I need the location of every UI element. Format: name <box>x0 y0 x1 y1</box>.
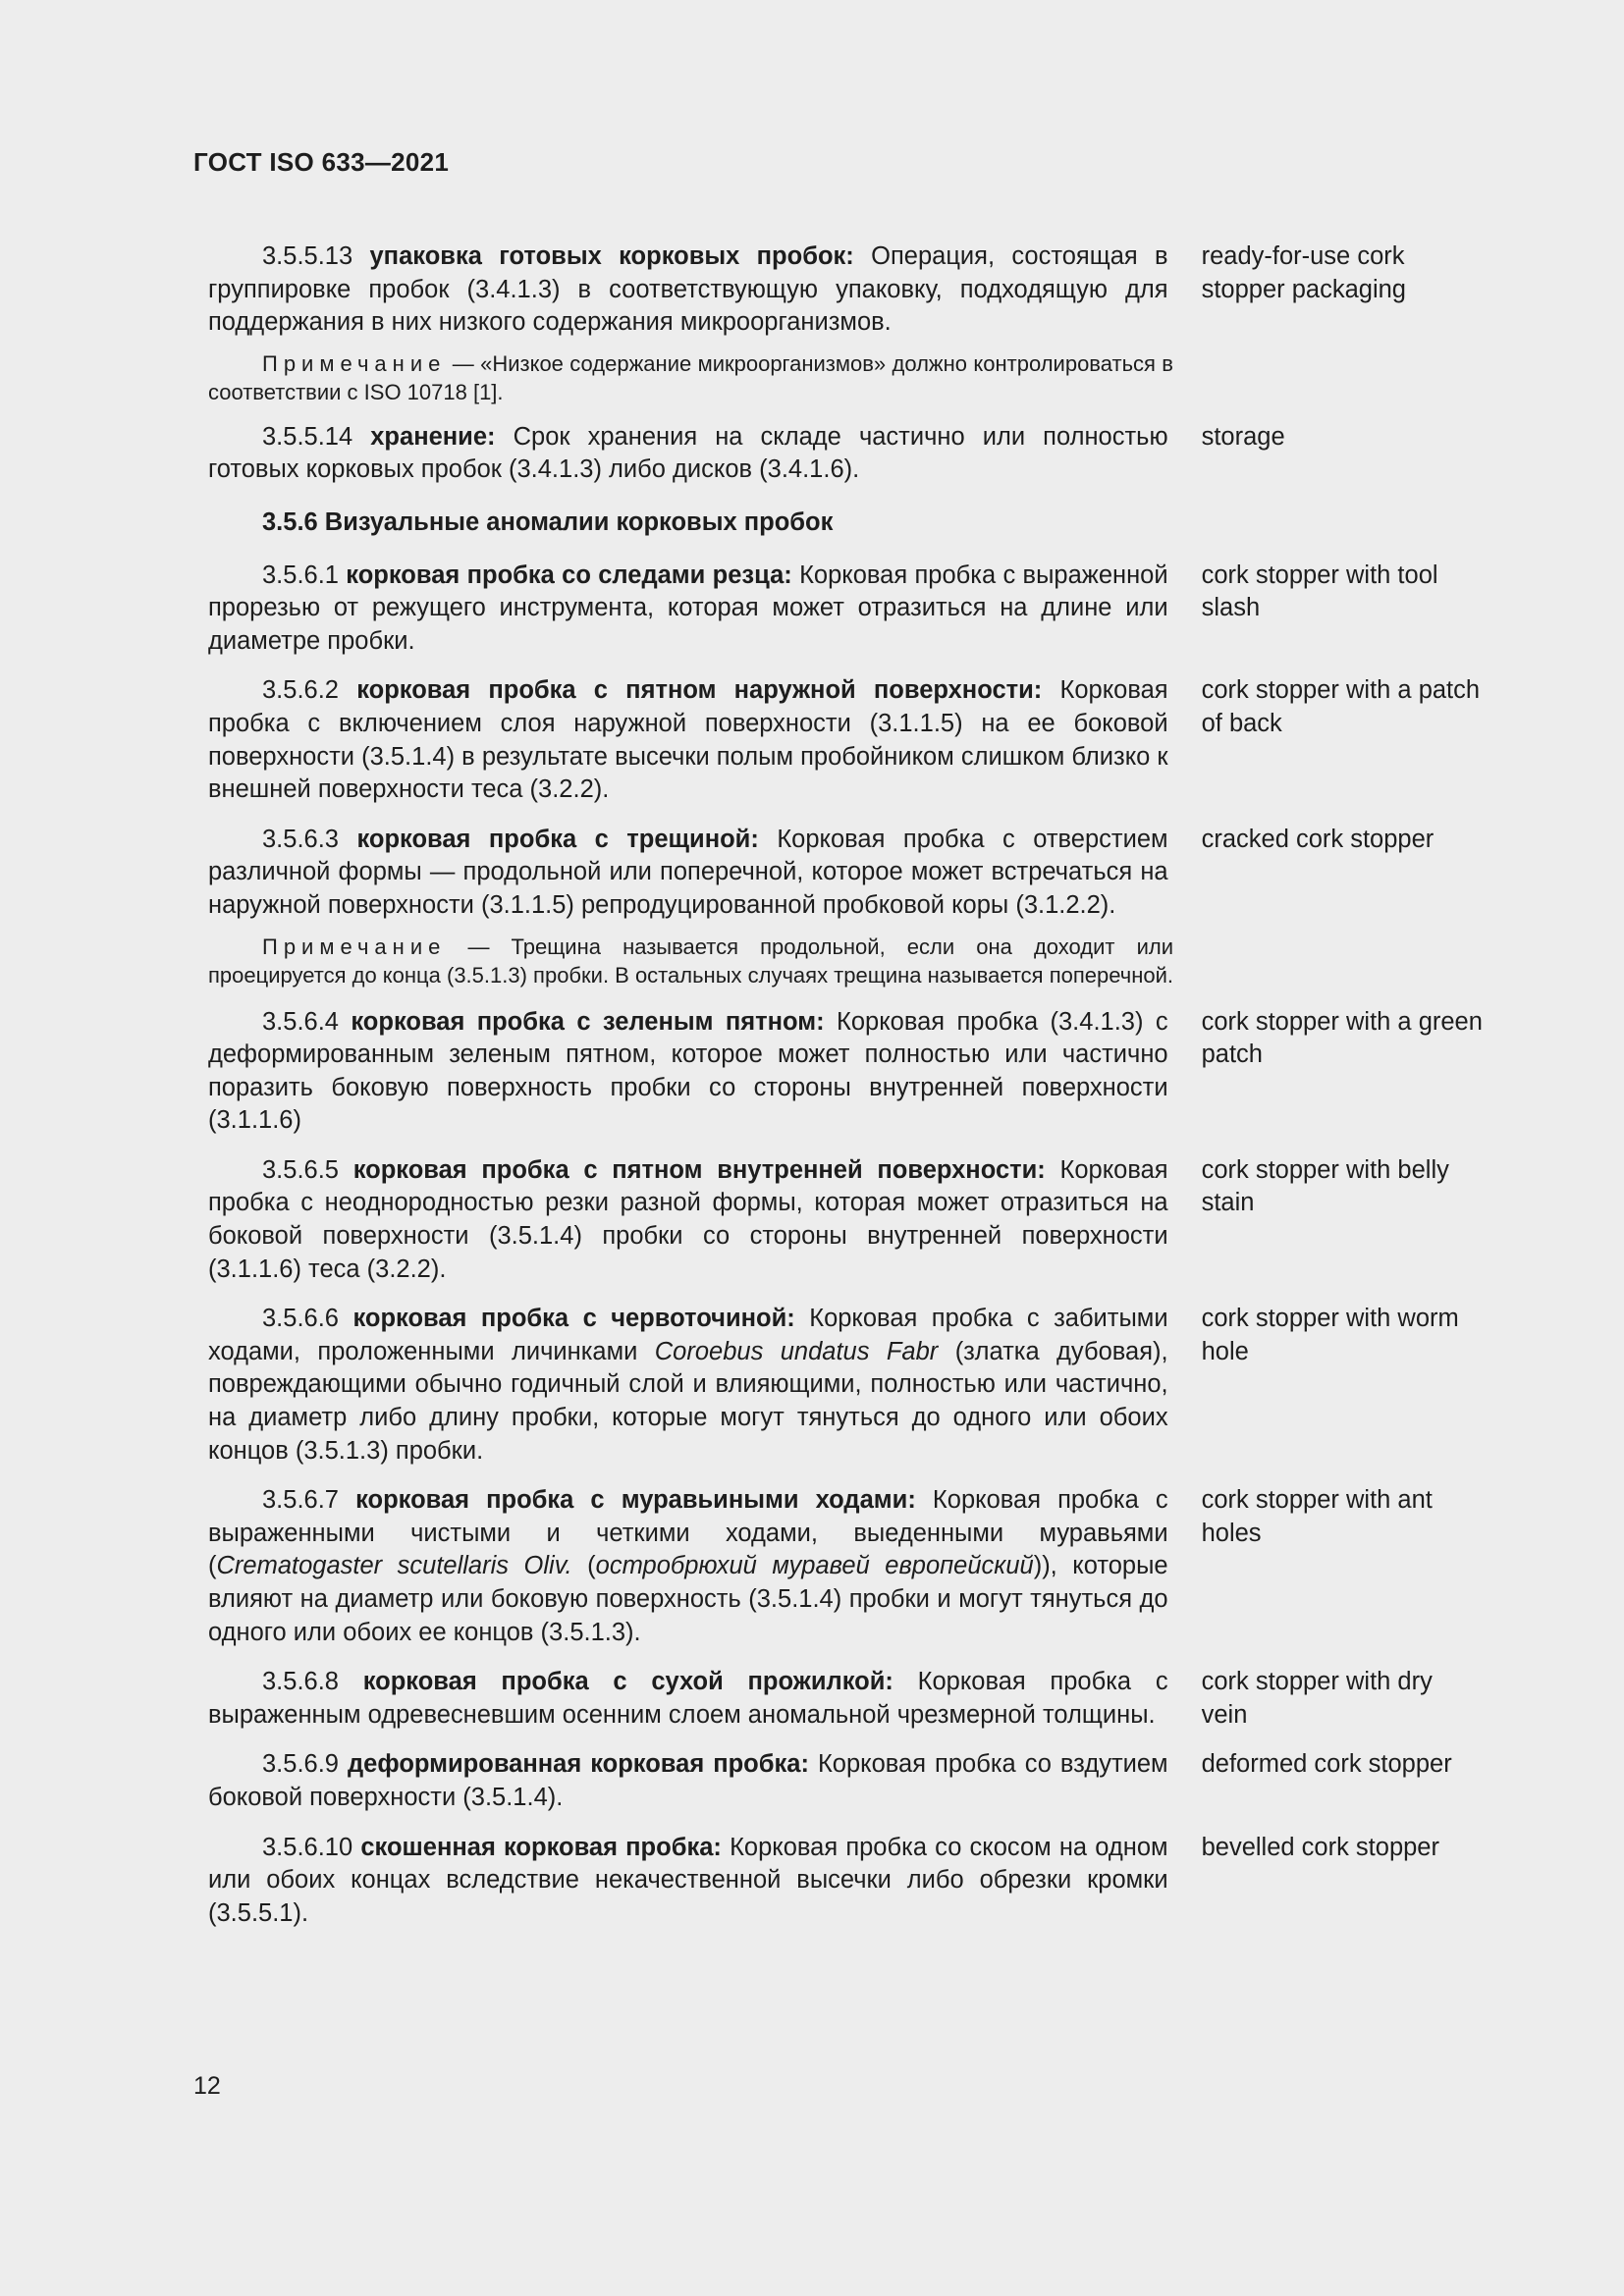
note <box>208 349 1173 407</box>
term-number: 3.5.6.10 <box>262 1833 353 1861</box>
term-number: 3.5.6.8 <box>262 1668 339 1696</box>
term-number: 3.5.6.9 <box>262 1750 339 1779</box>
note-label: Примечание <box>262 350 447 376</box>
term-body: Корковая пробка со скосом на одном или обоих концах вследствие некачественной высечки либо обрезки кромки (3.5.5.1). <box>208 1833 1168 1927</box>
term-entry <box>208 1748 1485 1814</box>
term-english: cork stopper with dry vein <box>1201 1668 1433 1729</box>
term-name: упаковка готовых корковых пробок: <box>369 242 854 270</box>
term-definition <box>208 1832 1168 1931</box>
term-name: корковая пробка с зеленым пятном: <box>351 1007 825 1036</box>
term-body: Корковая пробка с выраженными чистыми и четкими ходами, выеденными муравьями ( <box>208 1486 1168 1580</box>
term-entry <box>208 560 1485 659</box>
term-entry <box>208 240 1485 340</box>
document-body <box>208 240 1485 1930</box>
term-definition <box>208 1006 1168 1138</box>
term-definition <box>208 1154 1168 1286</box>
term-definition <box>208 824 1168 923</box>
term-body: Корковая пробка с включением слоя наружной поверхности (3.1.1.5) на ее боковой поверхности (3.5.1.4) в результате высечки полым пробойником слишком близко к внешней поверхности теса (3.2.2). <box>208 676 1168 804</box>
term-definition <box>208 1303 1168 1468</box>
term-name: корковая пробка с муравьиными ходами: <box>355 1486 916 1515</box>
term-name: хранение: <box>370 422 496 451</box>
term-name: корковая пробка с пятном наружной поверхности: <box>356 676 1043 705</box>
term-number: 3.5.6.5 <box>262 1155 339 1184</box>
term-number: 3.5.6.3 <box>262 825 339 853</box>
term-definition <box>208 421 1168 487</box>
term-body: Корковая пробка с выраженной прорезью от режущего инструмента, которая может отразиться на длине или диаметре пробки. <box>208 561 1168 655</box>
term-number: 3.5.6.6 <box>262 1305 339 1333</box>
note <box>208 933 1173 990</box>
term-entry <box>208 1484 1485 1649</box>
term-definition <box>208 1748 1168 1814</box>
term-definition <box>208 240 1168 340</box>
term-entry <box>208 421 1485 487</box>
term-english: cracked cork stopper <box>1201 825 1435 853</box>
term-english: deformed cork stopper <box>1201 1750 1452 1779</box>
term-body: Корковая пробка со вздутием боковой поверхности (3.5.1.4). <box>208 1750 1168 1811</box>
document-header: ГОСТ ISO 633—2021 <box>193 147 450 177</box>
term-body: )), которые влияют на диаметр или боковую поверхность (3.5.1.4) пробки и могут тянуться до одного или обоих ее концов (3.5.1.3). <box>208 1552 1168 1646</box>
note-label: Примечание <box>262 934 447 959</box>
term-english: cork stopper with worm hole <box>1201 1305 1459 1365</box>
term-body: Срок хранения на складе частично или полностью готовых корковых пробок (3.4.1.3) либо дисков (3.4.1.6). <box>208 422 1168 484</box>
term-name: корковая пробка со следами резца: <box>346 561 792 589</box>
term-entry <box>208 1303 1485 1468</box>
page-number: 12 <box>193 2072 221 2100</box>
term-number: 3.5.6.2 <box>262 676 339 705</box>
term-latin-name: Crematogaster scutellaris Oliv. <box>216 1552 572 1580</box>
term-english: cork stopper with a green patch <box>1201 1007 1483 1069</box>
term-name: корковая пробка с трещиной: <box>356 825 759 853</box>
term-english: bevelled cork stopper <box>1201 1833 1439 1861</box>
term-body: Корковая пробка с отверстием различной формы — продольной или поперечной, которое может встречаться на наружной поверхности (3.1.1.5) репродуцированной пробковой коры (3.1.2.2). <box>208 825 1168 919</box>
term-name: корковая пробка с сухой прожилкой: <box>362 1668 893 1696</box>
term-english: cork stopper with belly stain <box>1201 1155 1449 1217</box>
term-body: Операция, состоящая в группировке пробок (3.4.1.3) в соответствующую упаковку, подходящую для поддержания в них низкого содержания микроорганизмов. <box>208 242 1168 337</box>
section-heading: 3.5.6 Визуальные аномалии корковых пробок <box>262 507 834 536</box>
term-entry <box>208 824 1485 923</box>
term-name: деформированная корковая пробка: <box>347 1750 809 1779</box>
term-body: Корковая пробка с забитыми ходами, проложенными личинками <box>208 1305 1168 1365</box>
term-body: Корковая пробка с выраженным одревесневшим осенним слоем аномальной чрезмерной толщины. <box>208 1668 1168 1729</box>
term-body: ( <box>571 1552 596 1580</box>
term-entry <box>208 1832 1485 1931</box>
term-body: (златка дубовая), повреждающими обычно годичный слой и влияющими, полностью или частично, на диаметр либо длину пробки, которые могут тянуться до одного или обоих концов (3.5.1.3) пробки. <box>208 1337 1168 1465</box>
term-english: ready-for-use cork stopper packaging <box>1201 242 1406 303</box>
term-english: cork stopper with tool slash <box>1201 561 1438 622</box>
term-name: корковая пробка с червоточиной: <box>352 1305 795 1333</box>
term-name: корковая пробка с пятном внутренней поверхности: <box>352 1155 1046 1184</box>
term-body: Корковая пробка с неоднородностью резки разной формы, которая может отразиться на боковой поверхности (3.5.1.4) пробки со стороны внутренней поверхности (3.1.1.6) теса (3.2.2). <box>208 1155 1168 1283</box>
term-common-name: остробрюхий муравей европейский <box>595 1552 1034 1580</box>
term-definition <box>208 1484 1168 1649</box>
term-number: 3.5.5.14 <box>262 422 353 451</box>
note-text: — Трещина называется продольной, если она доходит или проецируется до конца (3.5.1.3) пробки. В остальных случаях трещина называется поперечной. <box>208 934 1173 988</box>
term-latin-name: Coroebus undatus Fabr <box>654 1337 939 1365</box>
term-number: 3.5.6.4 <box>262 1007 339 1036</box>
term-english: cork stopper with a patch of back <box>1201 676 1481 737</box>
term-body: Корковая пробка (3.4.1.3) с деформированным зеленым пятном, которое может полностью или частично поразить боковую поверхность пробки со стороны внутренней поверхности (3.1.1.6) <box>208 1007 1168 1135</box>
term-number: 3.5.6.1 <box>262 561 339 589</box>
term-english: cork stopper with ant holes <box>1201 1486 1433 1547</box>
term-english: storage <box>1201 422 1285 451</box>
term-definition <box>208 1666 1168 1732</box>
term-entry <box>208 674 1485 806</box>
note-text: — «Низкое содержание микроорганизмов» должно контролироваться в соответствии с ISO 10718 [1]. <box>208 350 1173 405</box>
term-name: скошенная корковая пробка: <box>360 1833 722 1861</box>
term-entry <box>208 1666 1485 1732</box>
term-entry <box>208 1154 1485 1286</box>
term-definition <box>208 560 1168 659</box>
term-number: 3.5.6.7 <box>262 1486 339 1515</box>
term-number: 3.5.5.13 <box>262 242 353 270</box>
term-definition <box>208 674 1168 806</box>
term-entry <box>208 1006 1485 1138</box>
